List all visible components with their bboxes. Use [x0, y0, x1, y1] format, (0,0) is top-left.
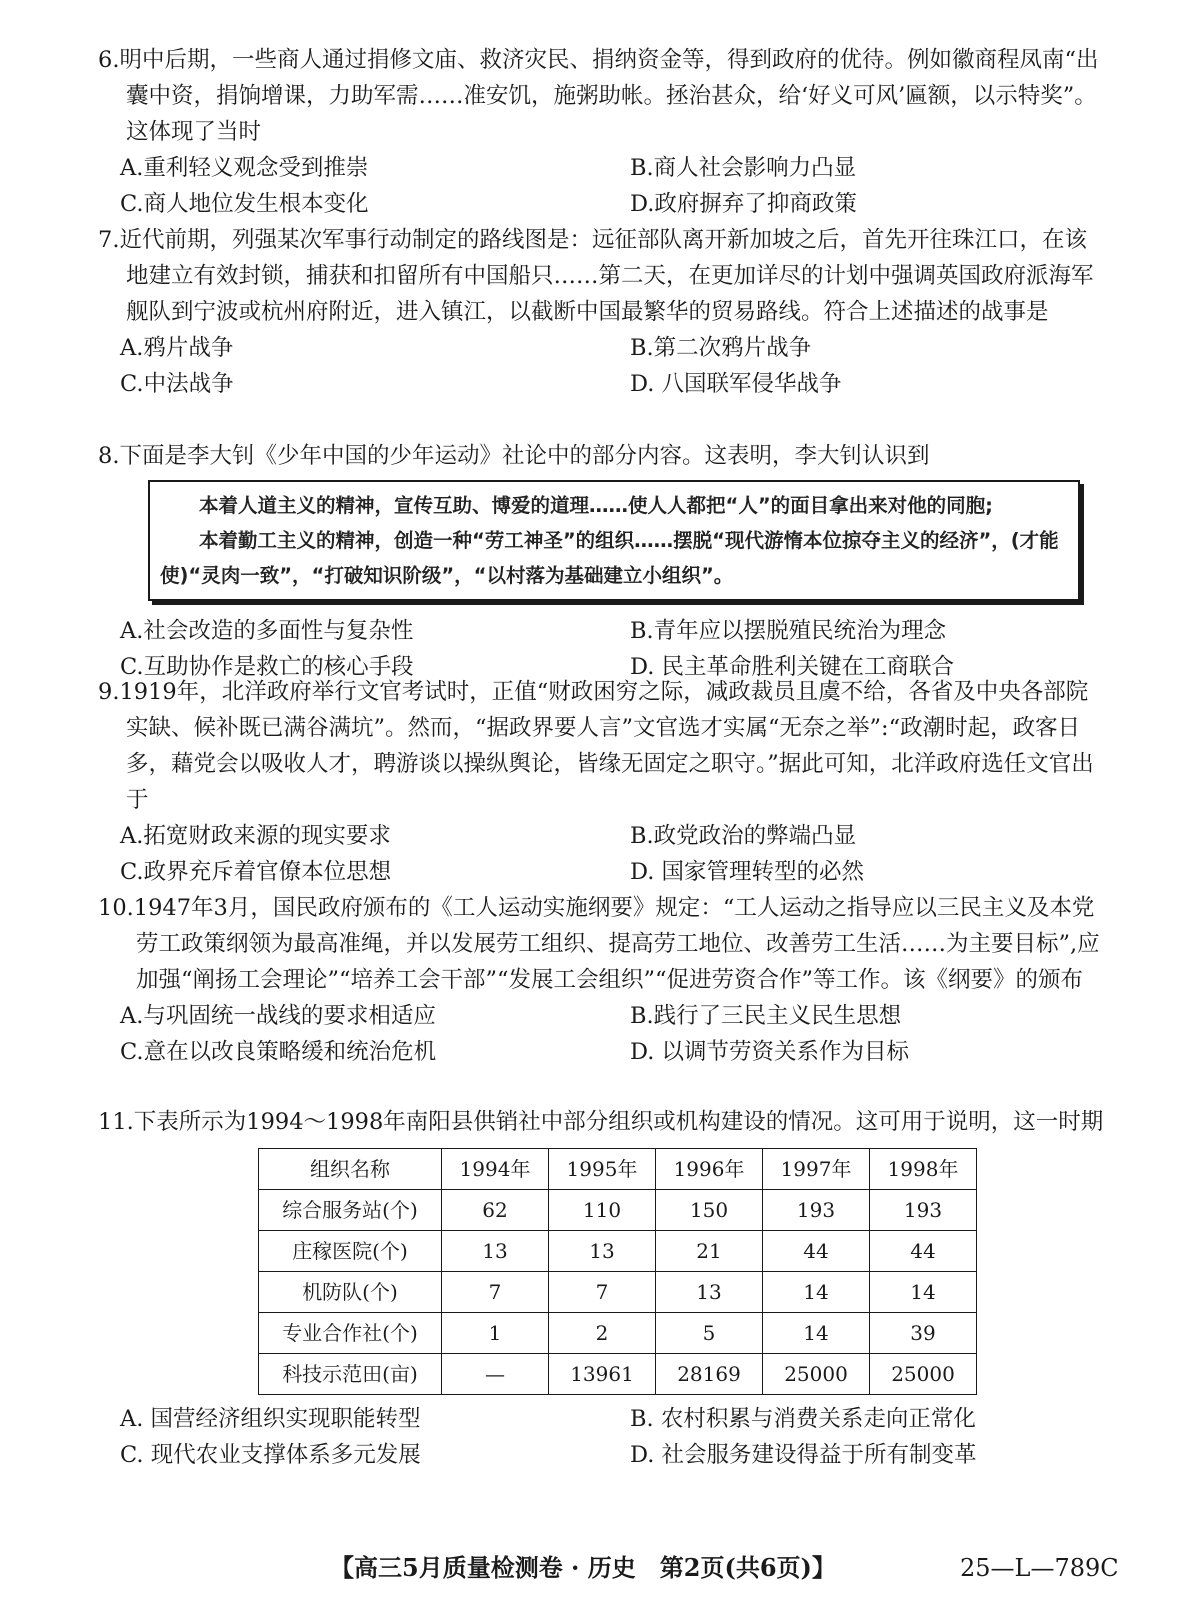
- option-d: D. 以调节劳资关系作为目标: [630, 1039, 910, 1065]
- table-cell: 13: [549, 1231, 656, 1272]
- question-stem: 8.下面是李大钊《少年中国的少年运动》社论中的部分内容。这表明，李大钊认识到: [98, 443, 930, 469]
- table-cell: 13961: [549, 1354, 656, 1395]
- table-cell: 14: [763, 1272, 870, 1313]
- table-cell: 7: [549, 1272, 656, 1313]
- table-row: [259, 1272, 977, 1313]
- quote-line: 本着人道主义的精神，宣传互助、博爱的道理……使人人都把“人”的面目拿出来对他的同胞;: [199, 494, 993, 517]
- option-d: D. 八国联军侵华战争: [630, 371, 842, 397]
- footer-title: 【高三5月质量检测卷 · 历史 第2页(共6页)】: [330, 1553, 836, 1582]
- table-row: [259, 1313, 977, 1354]
- table-header-cell: 1997年: [763, 1149, 870, 1190]
- table-cell: 193: [763, 1190, 870, 1231]
- table-cell: 1: [442, 1313, 549, 1354]
- table-header-cell: 1998年: [870, 1149, 977, 1190]
- option-b: B.商人社会影响力凸显: [630, 155, 857, 181]
- option-d: D.政府摒弃了抑商政策: [630, 191, 857, 217]
- options: [98, 818, 1108, 890]
- option-c: C.中法战争: [120, 371, 234, 397]
- question-10: [98, 890, 1108, 1070]
- table-cell: 机防队(个): [259, 1272, 442, 1313]
- table-cell: 13: [442, 1231, 549, 1272]
- table-cell: 28169: [656, 1354, 763, 1395]
- quote-line: 本着勤工主义的精神，创造一种“劳工神圣”的组织……摆脱“现代游惰本位掠夺主义的经济”，(才能使)“灵肉一致”，“打破知识阶级”，“以村落为基础建立小组织”。: [160, 529, 1059, 587]
- table-cell: 44: [763, 1231, 870, 1272]
- question-stem: 9.1919年，北洋政府举行文官考试时，正值“财政困穷之际，减政裁员且虞不给，各省及中央各部院实缺、候补既已满谷满坑”。然而，“据政界要人言”文官选才实属“无奈之举”:“政潮时起，政客日多，藉党会以吸收人才，聘游谈以操纵舆论，皆缘无固定之职守。”据此可知，北洋政府选任文官出于: [98, 679, 1094, 813]
- option-d: D. 社会服务建设得益于所有制变革: [630, 1442, 977, 1468]
- option-a: A.重利轻义观念受到推崇: [120, 155, 369, 181]
- table-row: [259, 1190, 977, 1231]
- page-footer: [0, 1548, 1200, 1588]
- data-table: [258, 1148, 977, 1395]
- table-row: [259, 1354, 977, 1395]
- footer-code: 25—L—789C: [960, 1554, 1119, 1582]
- option-b: B.青年应以摆脱殖民统治为理念: [630, 618, 947, 644]
- options: [98, 330, 1108, 402]
- table-cell: 5: [656, 1313, 763, 1354]
- question-6: [98, 42, 1108, 222]
- table-cell: 21: [656, 1231, 763, 1272]
- question-stem: 6.明中后期，一些商人通过捐修文庙、救济灾民、捐纳资金等，得到政府的优待。例如徽商程凤南“出囊中资，捐饷增课，力助军需……准安饥，施粥助帐。拯治甚众，给‘好义可风’匾额，以示特奖”。这体现了当时: [98, 47, 1099, 145]
- table-cell: 193: [870, 1190, 977, 1231]
- option-d: D. 国家管理转型的必然: [630, 859, 865, 885]
- option-a: A. 国营经济组织实现职能转型: [120, 1406, 421, 1432]
- table-cell: 专业合作社(个): [259, 1313, 442, 1354]
- option-a: A.拓宽财政来源的现实要求: [120, 823, 391, 849]
- option-c: C. 现代农业支撑体系多元发展: [120, 1442, 421, 1468]
- option-d: D. 民主革命胜利关键在工商联合: [630, 654, 955, 680]
- option-b: B. 农村积累与消费关系走向正常化: [630, 1406, 976, 1432]
- question-stem: 10.1947年3月，国民政府颁布的《工人运动实施纲要》规定：“工人运动之指导应以三民主义及本党劳工政策纲领为最高准绳，并以发展劳工组织、提高劳工地位、改善劳工生活……为主要目标”,应加强“阐扬工会理论”“培养工会干部”“发展工会组织”“促进劳资合作”等工作。该《纲要》的颁布: [98, 895, 1100, 993]
- table-cell: 7: [442, 1272, 549, 1313]
- table-header-cell: 1995年: [549, 1149, 656, 1190]
- table-cell: 13: [656, 1272, 763, 1313]
- option-a: A.社会改造的多面性与复杂性: [120, 618, 414, 644]
- question-7: [98, 222, 1108, 402]
- question-9: [98, 674, 1108, 890]
- table-cell: 科技示范田(亩): [259, 1354, 442, 1395]
- options: [98, 1401, 1108, 1473]
- table-cell: 44: [870, 1231, 977, 1272]
- table-cell: 110: [549, 1190, 656, 1231]
- table-header-cell: 1996年: [656, 1149, 763, 1190]
- option-a: A.与巩固统一战线的要求相适应: [120, 1003, 436, 1029]
- table-cell: 25000: [763, 1354, 870, 1395]
- table-row: [259, 1231, 977, 1272]
- quote-box: [148, 480, 1080, 601]
- table-header-row: [259, 1149, 977, 1190]
- table-header-cell: 组织名称: [259, 1149, 442, 1190]
- option-b: B.践行了三民主义民生思想: [630, 1003, 902, 1029]
- options: [98, 150, 1108, 222]
- table-cell: 2: [549, 1313, 656, 1354]
- question-8: [98, 438, 1108, 685]
- table-cell: 14: [870, 1272, 977, 1313]
- option-c: C.政界充斥着官僚本位思想: [120, 859, 392, 885]
- table-cell: 150: [656, 1190, 763, 1231]
- option-c: C.意在以改良策略缓和统治危机: [120, 1039, 437, 1065]
- option-c: C.商人地位发生根本变化: [120, 191, 369, 217]
- table-cell: 25000: [870, 1354, 977, 1395]
- option-b: B.政党政治的弊端凸显: [630, 823, 857, 849]
- question-stem: 11.下表所示为1994～1998年南阳县供销社中部分组织或机构建设的情况。这可用于说明，这一时期: [98, 1109, 1104, 1135]
- options: [98, 998, 1108, 1070]
- table-cell: 庄稼医院(个): [259, 1231, 442, 1272]
- table-cell: 62: [442, 1190, 549, 1231]
- table-cell: 39: [870, 1313, 977, 1354]
- table-cell: 14: [763, 1313, 870, 1354]
- table-cell: 综合服务站(个): [259, 1190, 442, 1231]
- table-cell: —: [442, 1354, 549, 1395]
- table-header-cell: 1994年: [442, 1149, 549, 1190]
- option-b: B.第二次鸦片战争: [630, 335, 812, 361]
- option-a: A.鸦片战争: [120, 335, 234, 361]
- question-stem: 7.近代前期，列强某次军事行动制定的路线图是：远征部队离开新加坡之后，首先开往珠江口，在该地建立有效封锁，捕获和扣留所有中国船只……第二天，在更加详尽的计划中强调英国政府派海军舰队到宁波或杭州府附近，进入镇江，以截断中国最繁华的贸易路线。符合上述描述的战事是: [98, 227, 1094, 325]
- question-11: [98, 1104, 1108, 1473]
- option-c: C.互助协作是救亡的核心手段: [120, 654, 414, 680]
